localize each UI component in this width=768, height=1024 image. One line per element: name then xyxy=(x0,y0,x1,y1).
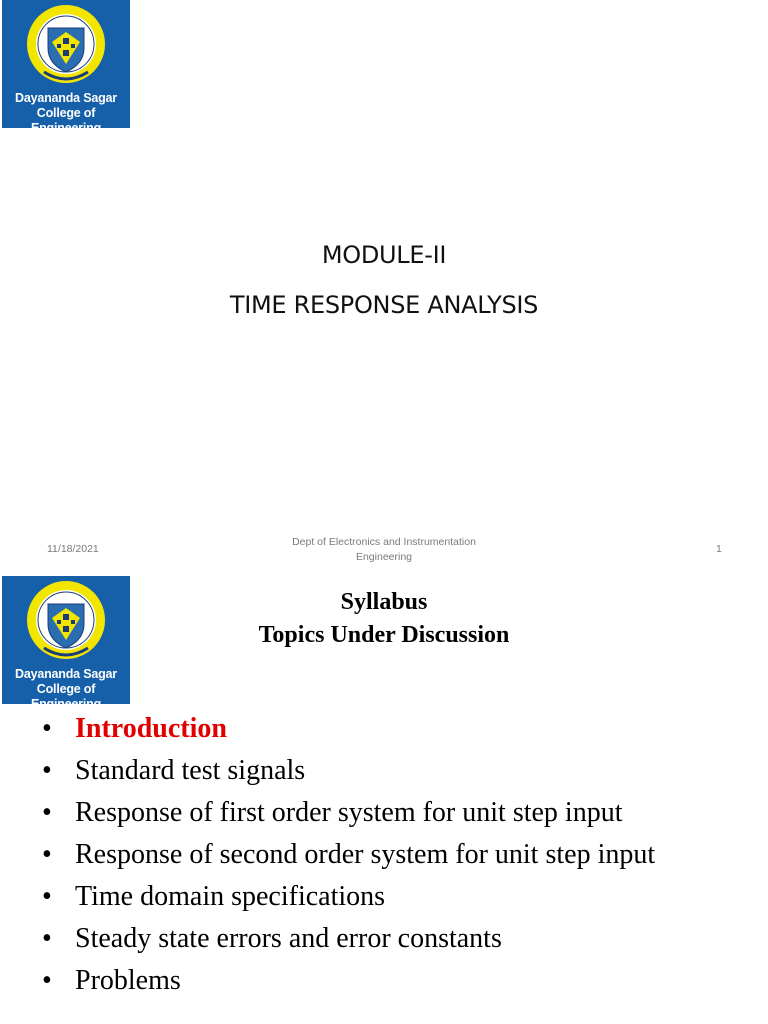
module-subtitle: TIME RESPONSE ANALYSIS xyxy=(229,291,539,319)
topic-label: Problems xyxy=(75,965,181,996)
footer-date: 11/18/2021 xyxy=(47,543,99,555)
topic-item-problems xyxy=(42,964,742,998)
footer-department xyxy=(259,535,509,565)
topic-item-time-domain xyxy=(42,880,742,914)
topic-item-second-order xyxy=(42,838,742,872)
topic-label: Steady state errors and error constants xyxy=(75,923,502,954)
topics-list xyxy=(42,712,742,1006)
logo-name-line2: College of Engineering xyxy=(30,682,102,711)
footer-dept-line1: Dept of Electronics and Instrumentation xyxy=(292,536,476,548)
bullet-icon: • xyxy=(42,797,52,828)
topic-item-first-order xyxy=(42,796,742,830)
topic-item-steady-state xyxy=(42,922,742,956)
bullet-icon: • xyxy=(42,713,52,744)
college-logo xyxy=(2,0,130,135)
bullet-icon: • xyxy=(42,965,52,996)
bullet-icon: • xyxy=(42,755,52,786)
topic-label: Introduction xyxy=(75,713,227,744)
module-title: MODULE-II xyxy=(321,241,447,269)
bullet-icon: • xyxy=(42,923,52,954)
topic-label: Standard test signals xyxy=(75,755,306,786)
bullet-icon: • xyxy=(42,839,52,870)
syllabus-title: Syllabus xyxy=(340,589,428,615)
bullet-icon: • xyxy=(42,881,52,912)
topic-item-test-signals xyxy=(42,754,742,788)
footer-dept-line2: Engineering xyxy=(355,551,413,563)
topic-label: Response of second order system for unit step input xyxy=(75,839,656,870)
logo-name-line2: College of Engineering xyxy=(30,106,102,135)
footer-page-number: 1 xyxy=(716,543,722,555)
topics-heading: Topics Under Discussion xyxy=(258,622,510,648)
logo-name-line1: Dayananda Sagar xyxy=(15,667,117,681)
logo-name-line1: Dayananda Sagar xyxy=(15,91,117,105)
college-seal-icon xyxy=(26,2,106,88)
topic-item-introduction xyxy=(42,712,742,746)
topic-label: Time domain specifications xyxy=(75,881,386,912)
slide-2 xyxy=(0,572,768,1024)
topic-label: Response of first order system for unit step input xyxy=(75,797,623,828)
